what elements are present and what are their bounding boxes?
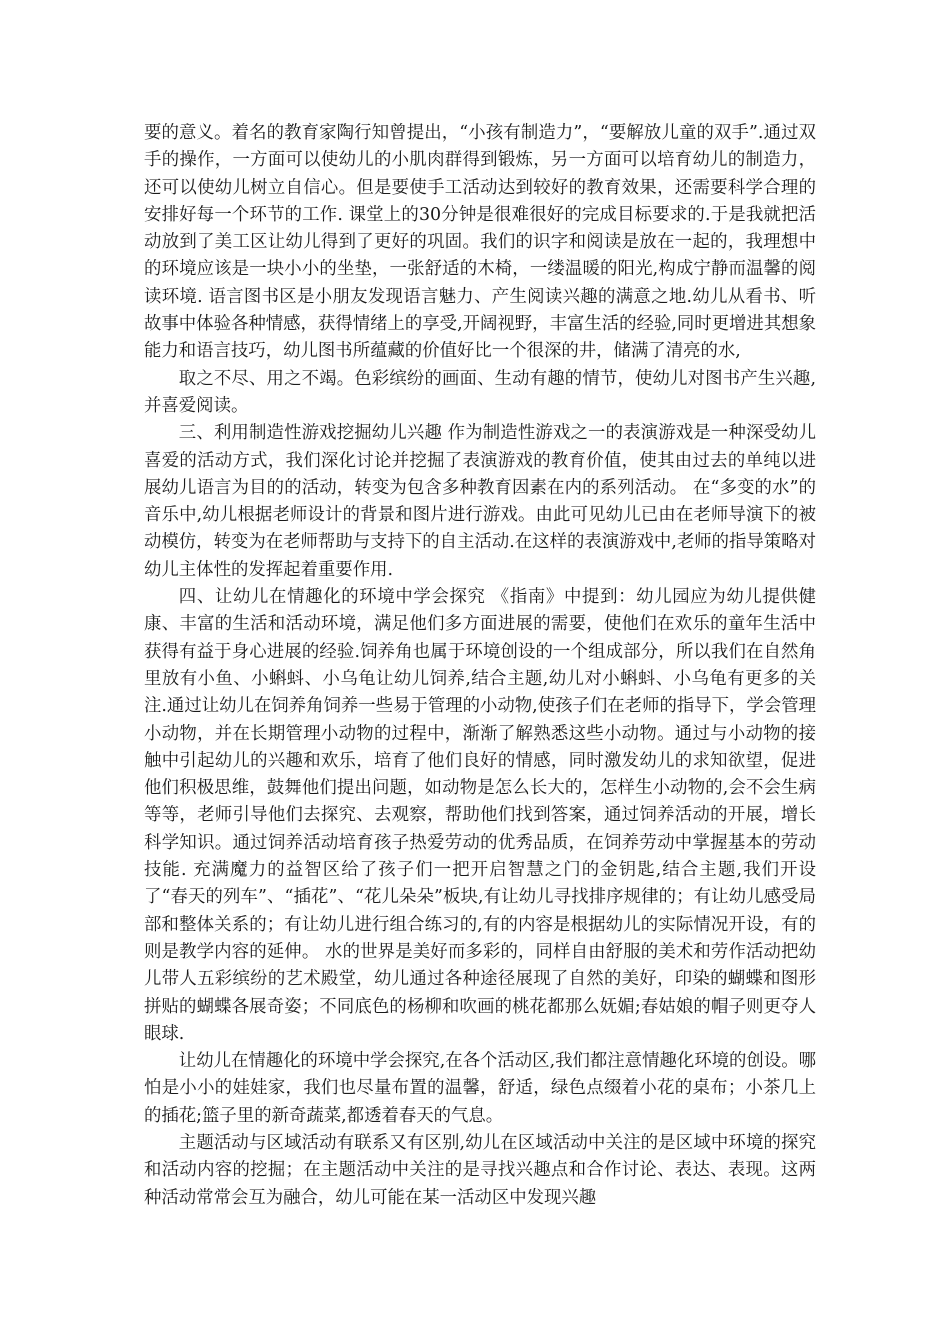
- paragraph-4: 四、让幼儿在情趣化的环境中学会探究 《指南》中提到：幼儿园应为幼儿提供健康、丰富的生活和活动环境，满足他们多方面进展的需要，使他们在欢乐的童年生活中获得有益于身心进展的经验.饲养角也属于环境创设的一个组成部分，所以我们在自然角里放有小鱼、小蝌蚪、小乌龟让幼儿饲养,结合主题,幼儿对小蝌蚪、小乌龟有更多的关注.通过让幼儿在饲养角饲养一些易于管理的小动物,使孩子们在老师的指导下，学会管理小动物，并在长期管理小动物的过程中，渐渐了解熟悉这些小动物。通过与小动物的接触中引起幼儿的兴趣和欢乐，培育了他们良好的情感，同时激发幼儿的求知欲望，促进他们积极思维，鼓舞他们提出问题，如动物是怎么长大的，怎样生小动物的,会不会生病等等，老师引导他们去探究、去观察，帮助他们找到答案，通过饲养活动的开展，增长科学知识。通过饲养活动培育孩子热爱劳动的优秀品质，在饲养劳动中掌握基本的劳动技能. 充满魔力的益智区给了孩子们一把开启智慧之门的金钥匙,结合主题,我们开设了“春天的列车”、“插花”、“花儿朵朵”板块,有让幼儿寻找排序规律的；有让幼儿感受局部和整体关系的；有让幼儿进行组合练习的,有的内容是根据幼儿的实际情况开设，有的则是教学内容的延伸。 水的世界是美好而多彩的，同样自由舒服的美术和劳作活动把幼儿带人五彩缤纷的艺术殿堂，幼儿通过各种途径展现了自然的美好，印染的蝴蝶和图形拼贴的蝴蝶各展奇姿；不同底色的杨柳和吹画的桃花都那么妩媚;春姑娘的帽子则更夺人眼球.: [144, 587, 816, 1044]
- paragraph-6: 主题活动与区域活动有联系又有区别,幼儿在区域活动中关注的是区域中环境的探究和活动内容的挖掘；在主题活动中关注的是寻找兴趣点和合作讨论、表达、表现。这两种活动常常会互为融合，幼儿可能在某一活动区中发现兴趣: [144, 1132, 816, 1208]
- paragraph-3: 三、利用制造性游戏挖掘幼儿兴趣 作为制造性游戏之一的表演游戏是一种深受幼儿喜爱的活动方式，我们深化讨论并挖掘了表演游戏的教育价值，使其由过去的单纯以进展幼儿语言为目的的活动，转变为包含多种教育因素在内的系列活动。 在“多变的水”的音乐中,幼儿根据老师设计的背景和图片进行游戏。由此可见幼儿已由在老师导演下的被动模仿，转变为在老师帮助与支持下的自主活动.在这样的表演游戏中,老师的指导策略对幼儿主体性的发挥起着重要作用.: [144, 423, 816, 580]
- paragraph-1: 要的意义。着名的教育家陶行知曾提出，“小孩有制造力”，“要解放儿童的双手”.通过双手的操作，一方面可以使幼儿的小肌肉群得到锻炼，另一方面可以培育幼儿的制造力，还可以使幼儿树立自信心。但是要使手工活动达到较好的教育效果，还需要科学合理的安排好每一个环节的工作. 课堂上的30分钟是很难很好的完成目标要求的.于是我就把活动放到了美工区让幼儿得到了更好的巩固。我们的识字和阅读是放在一起的，我理想中的环境应该是一块小小的坐垫，一张舒适的木椅，一缕温暖的阳光,构成宁静而温馨的阅读环境. 语言图书区是小朋友发现语言魅力、产生阅读兴趣的满意之地.幼儿从看书、听故事中体验各种情感，获得情绪上的享受,开阔视野，丰富生活的经验,同时更增进其想象能力和语言技巧，幼儿图书所蕴藏的价值好比一个很深的井，储满了清亮的水,: [144, 123, 816, 362]
- paragraph-5: 让幼儿在情趣化的环境中学会探究,在各个活动区,我们都注意情趣化环境的创设。哪怕是小小的娃娃家，我们也尽量布置的温馨，舒适，绿色点缀着小花的桌布；小茶几上的插花;篮子里的新奇蔬菜,都透着春天的气息。: [144, 1051, 816, 1126]
- document-page: [144, 120, 816, 1212]
- paragraph-2: 取之不尽、用之不竭。色彩缤纷的画面、生动有趣的情节，使幼儿对图书产生兴趣,并喜爱阅读。: [144, 368, 816, 416]
